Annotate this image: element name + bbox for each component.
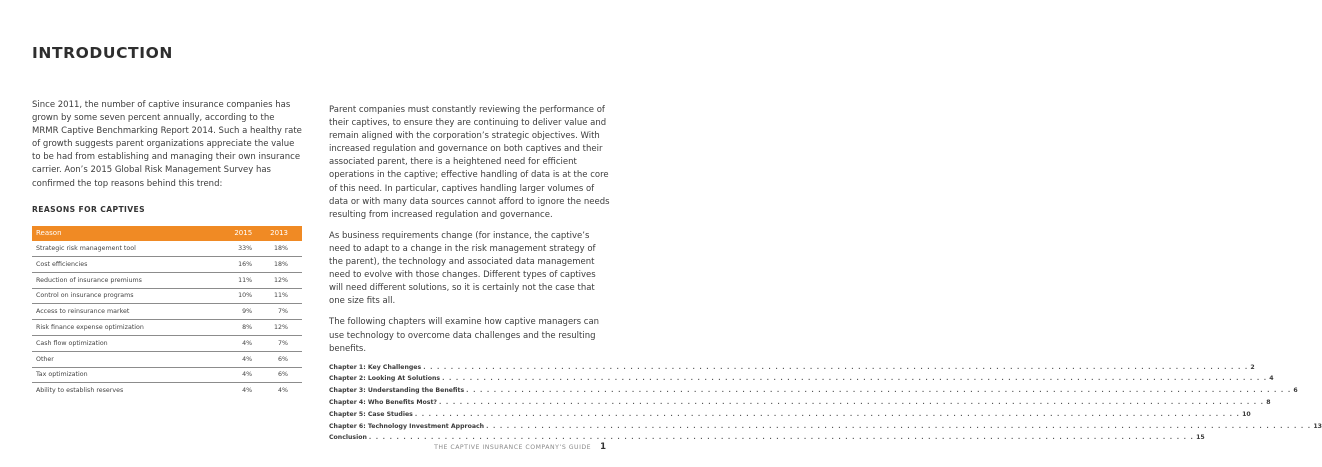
- toc-entry-label: Chapter 1: Key Challenges: [329, 363, 422, 371]
- cell-2015: 4%: [226, 367, 266, 383]
- intro-paragraph: Since 2011, the number of captive insurance companies has grown by some seven percent annually, according to the MRMR Captive Benchmarking Report 2014. Such a healthy rate of growth suggests parent organizations appreciate the value to be had from establishing and managing their own insurance carrier. Aon’s 2015 Global Risk Management Survey has confirmed the top reasons behind this trend:: [32, 100, 302, 189]
- cell-2013: 11%: [266, 288, 302, 304]
- reasons-table: [32, 226, 302, 399]
- cell-reason: Risk finance expense optimization: [32, 320, 226, 336]
- header-2015: 2015: [226, 226, 266, 241]
- cell-reason: Strategic risk management tool: [32, 241, 226, 257]
- toc-entry-page: 13: [1313, 422, 1322, 430]
- table-row: [32, 304, 302, 320]
- cell-2015: 4%: [242, 387, 253, 395]
- cell-reason: Cash flow optimization: [32, 335, 226, 351]
- cell-2013: 18%: [266, 241, 302, 257]
- toc-dot-leader: . . . . . . . . . . . . . . . . . . . . . . . . . . . . . . . . . . . . . . . . . . . . . . . . . . . . . . . . . . . . . . . . . . . . . . . . . . . . . . . . . . . . . . . . . . . . . . . . . . . . . . . . . . . . . . . . . . . . . . . .: [466, 387, 1292, 395]
- cell-2013: 18%: [266, 256, 302, 272]
- paragraph-1: Parent companies must constantly reviewing the performance of their captives, to ensure they are continuing to deliver value and remain aligned with the corporation’s strategic objectives. With increased regulation and governance on both captives and their associated parent, there is a heightened need for efficient operations in the captive; effective handling of data is at the core of this need. In particular, captives handling larger volumes of data or with many data sources cannot afford to ignore the needs resulting from increased regulation and governance.: [329, 105, 610, 220]
- cell-2013: 4%: [278, 387, 288, 395]
- toc-entry[interactable]: [329, 387, 1298, 399]
- toc-entry-label: Chapter 6: Technology Investment Approach: [329, 422, 485, 430]
- toc-entry-page: 15: [1196, 434, 1205, 442]
- table-row: [32, 320, 302, 336]
- cell-reason: Tax optimization: [32, 367, 226, 383]
- cell-2015: 4%: [226, 351, 266, 367]
- table-row: [32, 256, 302, 272]
- cell-2015: 4%: [226, 335, 266, 351]
- toc-entry-label: Chapter 5: Case Studies: [329, 410, 413, 418]
- header-2013: 2013: [266, 226, 302, 241]
- toc-dot-leader: . . . . . . . . . . . . . . . . . . . . . . . . . . . . . . . . . . . . . . . . . . . . . . . . . . . . . . . . . . . . . . . . . . . . . . . . . . . . . . . . . . . . . . . . . . . . . . . . . . . . . . . . . . . . . . . . . . . . . . . .: [486, 422, 1312, 430]
- cell-2013: 7%: [266, 335, 302, 351]
- header-reason: Reason: [32, 226, 226, 241]
- cell-reason: Ability to establish reserves: [36, 387, 124, 395]
- toc-entry[interactable]: [329, 375, 1274, 387]
- page-title: INTRODUCTION: [32, 44, 173, 62]
- cell-2013: 12%: [266, 320, 302, 336]
- cell-reason: Control on insurance programs: [32, 288, 226, 304]
- toc-dot-leader: . . . . . . . . . . . . . . . . . . . . . . . . . . . . . . . . . . . . . . . . . . . . . . . . . . . . . . . . . . . . . . . . . . . . . . . . . . . . . . . . . . . . . . . . . . . . . . . . . . . . . . . . . . . . . . . . . . . . . . . .: [368, 434, 1195, 442]
- cell-2015: 11%: [226, 272, 266, 288]
- toc-entry[interactable]: [329, 363, 1255, 376]
- table-of-contents: [329, 363, 1322, 447]
- right-column: [329, 104, 1322, 446]
- toc-entry[interactable]: [329, 410, 1251, 423]
- cell-2013: 7%: [266, 304, 302, 320]
- footer-page-number: 1: [600, 442, 606, 452]
- toc-entry-page: 4: [1269, 375, 1274, 383]
- left-column: [32, 99, 302, 399]
- cell-2015: 33%: [226, 241, 266, 257]
- page-footer: [434, 442, 606, 452]
- toc-entry[interactable]: [329, 422, 1322, 435]
- toc-entry-label: Chapter 4: Who Benefits Most?: [329, 399, 438, 407]
- cell-2015: 10%: [226, 288, 266, 304]
- table-row: [32, 383, 302, 399]
- toc-entry[interactable]: [329, 399, 1271, 411]
- table-row: [32, 351, 302, 367]
- table-row: [32, 367, 302, 383]
- toc-dot-leader: . . . . . . . . . . . . . . . . . . . . . . . . . . . . . . . . . . . . . . . . . . . . . . . . . . . . . . . . . . . . . . . . . . . . . . . . . . . . . . . . . . . . . . . . . . . . . . . . . . . . . . . . . . . . . . . . . . . . . . . .: [442, 375, 1268, 383]
- table-row: [32, 288, 302, 304]
- toc-dot-leader: . . . . . . . . . . . . . . . . . . . . . . . . . . . . . . . . . . . . . . . . . . . . . . . . . . . . . . . . . . . . . . . . . . . . . . . . . . . . . . . . . . . . . . . . . . . . . . . . . . . . . . . . . . . . . . . . . . . . . . . .: [414, 410, 1241, 418]
- toc-entry-label: Chapter 3: Understanding the Benefits: [329, 387, 465, 395]
- table-row: [32, 272, 302, 288]
- table-heading: REASONS FOR CAPTIVES: [32, 204, 145, 214]
- cell-reason: Other: [32, 351, 226, 367]
- footer-guide-title: THE CAPTIVE INSURANCE COMPANY’S GUIDE: [434, 444, 592, 451]
- toc-entry-label: Conclusion: [329, 434, 367, 442]
- toc-dot-leader: . . . . . . . . . . . . . . . . . . . . . . . . . . . . . . . . . . . . . . . . . . . . . . . . . . . . . . . . . . . . . . . . . . . . . . . . . . . . . . . . . . . . . . . . . . . . . . . . . . . . . . . . . . . . . . . . . . . . . . . .: [439, 399, 1265, 407]
- toc-entry-page: 8: [1266, 399, 1271, 407]
- cell-2015: 16%: [226, 256, 266, 272]
- table-row: [32, 335, 302, 351]
- cell-2013: 6%: [266, 367, 302, 383]
- cell-reason: Reduction of insurance premiums: [32, 272, 226, 288]
- cell-reason: Cost efficiencies: [32, 256, 226, 272]
- cell-2013: 6%: [266, 351, 302, 367]
- toc-entry-page: 2: [1250, 363, 1255, 371]
- paragraph-3: The following chapters will examine how captive managers can use technology to overcome data challenges and the resulting benefits.: [329, 317, 600, 354]
- cell-reason: Access to reinsurance market: [32, 304, 226, 320]
- toc-dot-leader: . . . . . . . . . . . . . . . . . . . . . . . . . . . . . . . . . . . . . . . . . . . . . . . . . . . . . . . . . . . . . . . . . . . . . . . . . . . . . . . . . . . . . . . . . . . . . . . . . . . . . . . . . . . . . . . . . . . . . . . .: [423, 363, 1249, 371]
- paragraph-2: As business requirements change (for instance, the captive’s need to adapt to a change in the risk management strategy of the parent), the technology and associated data management need to evolve with those changes. Different types of captives will need different solutions, so it is certainly not the case that one size fits all.: [329, 230, 596, 307]
- cell-2015: 8%: [226, 320, 266, 336]
- cell-2015: 9%: [226, 304, 266, 320]
- table-row: [32, 241, 302, 257]
- toc-entry-page: 6: [1293, 387, 1298, 395]
- toc-entry-page: 10: [1242, 410, 1251, 418]
- table-header-row: [32, 226, 302, 241]
- toc-entry-label: Chapter 2: Looking At Solutions: [329, 375, 441, 383]
- cell-2013: 12%: [266, 272, 302, 288]
